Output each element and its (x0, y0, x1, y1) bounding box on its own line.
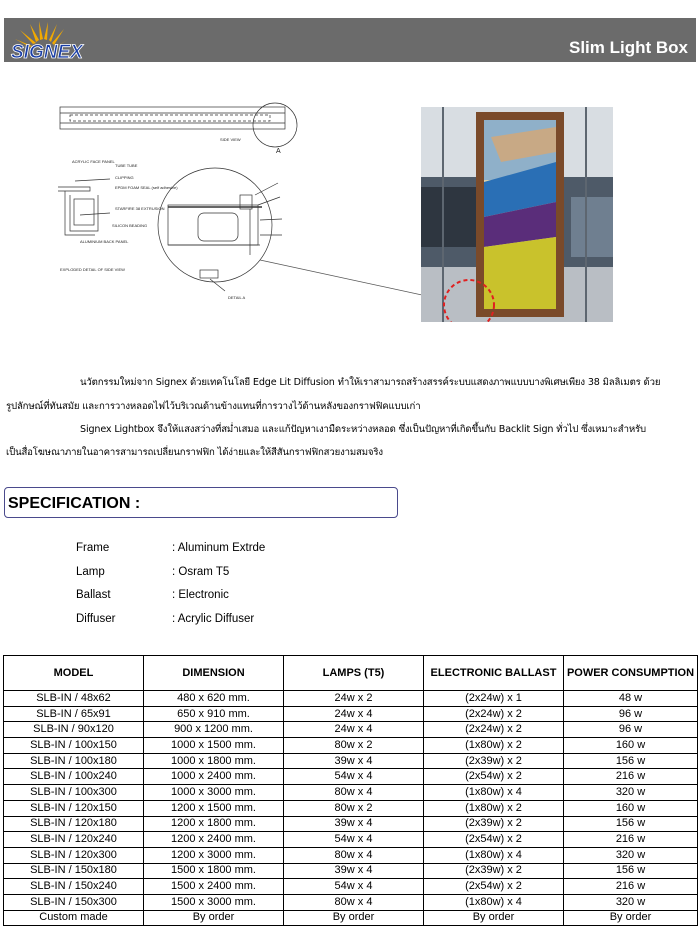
cell-lamps: 80w x 4 (284, 785, 424, 801)
cell-lamps: 80w x 4 (284, 894, 424, 910)
cell-dimension: 650 x 910 mm. (144, 706, 284, 722)
cell-model: SLB-IN / 100x180 (4, 753, 144, 769)
spec-label: Ballast (76, 589, 111, 601)
cell-dimension: 1000 x 1500 mm. (144, 738, 284, 754)
table-row (4, 738, 698, 754)
cell-model: SLB-IN / 150x300 (4, 894, 144, 910)
product-photo (421, 107, 613, 322)
diagram-label-silicon: SILICON BEADING (112, 223, 148, 228)
spec-value: : Acrylic Diffuser (172, 613, 255, 625)
spec-item-diffuser (76, 613, 255, 625)
table-row (4, 769, 698, 785)
intro-line-2: รูปลักษณ์ที่ทันสมัย และการวางหลอดไฟไว้บริเวณด้านข้างแทนที่การวางไว้ด้านหลังของกราฟฟิคแบบเก่า (6, 401, 421, 412)
cell-power: 160 w (564, 738, 698, 754)
diagram-label-tube: TUBE TUBE (115, 163, 138, 168)
cell-dimension: 1500 x 1800 mm. (144, 863, 284, 879)
cell-model: SLB-IN / 120x150 (4, 800, 144, 816)
column-header-dimension: DIMENSION (144, 656, 284, 691)
cell-lamps: By order (284, 910, 424, 926)
cell-lamps: 39w x 4 (284, 863, 424, 879)
cell-dimension: 1000 x 2400 mm. (144, 769, 284, 785)
cell-lamps: 80w x 4 (284, 847, 424, 863)
cell-ballast: (1x80w) x 4 (424, 785, 564, 801)
cell-power: 216 w (564, 879, 698, 895)
table-body (4, 691, 698, 926)
table-row (4, 785, 698, 801)
table-header-row (4, 656, 698, 691)
spec-label: Diffuser (76, 613, 116, 625)
diagram-label-exploded: EXPLODED DETAIL OF SIDE VIEW (60, 267, 125, 272)
cell-model: SLB-IN / 100x300 (4, 785, 144, 801)
cell-model: SLB-IN / 120x180 (4, 816, 144, 832)
cell-dimension: 1200 x 1800 mm. (144, 816, 284, 832)
cell-model: SLB-IN / 90x120 (4, 722, 144, 738)
table-row (4, 691, 698, 707)
cell-ballast: (2x54w) x 2 (424, 879, 564, 895)
cell-dimension: 1000 x 1800 mm. (144, 753, 284, 769)
cell-dimension: 480 x 620 mm. (144, 691, 284, 707)
cell-dimension: 1000 x 3000 mm. (144, 785, 284, 801)
table-row (4, 816, 698, 832)
column-header-model: MODEL (4, 656, 144, 691)
cell-dimension: 1200 x 2400 mm. (144, 832, 284, 848)
cell-model: SLB-IN / 100x240 (4, 769, 144, 785)
cell-ballast: (1x80w) x 4 (424, 894, 564, 910)
cell-model: SLB-IN / 120x300 (4, 847, 144, 863)
cell-ballast: (2x24w) x 2 (424, 722, 564, 738)
diagram-label-starfire: STARFIRE 38 EXTRUSION (115, 206, 165, 211)
cell-ballast: (2x54w) x 2 (424, 832, 564, 848)
cell-dimension: 1200 x 3000 mm. (144, 847, 284, 863)
diagram-label-clipping: CLIPPING (115, 175, 134, 180)
cell-ballast: (1x80w) x 2 (424, 800, 564, 816)
cell-power: 96 w (564, 706, 698, 722)
cell-power: 216 w (564, 769, 698, 785)
cell-lamps: 39w x 4 (284, 753, 424, 769)
intro-line-4: เป็นสื่อโฆษณาภายในอาคารสามารถเปลี่ยนกราฟฟิก ได้ง่ายและให้สีสันกราฟฟิกสวยงามสมจริง (6, 447, 383, 458)
diagram-label-detail: DETAIL A (228, 295, 246, 300)
cell-dimension: 1500 x 2400 mm. (144, 879, 284, 895)
signex-logo (6, 18, 98, 62)
table-row (4, 753, 698, 769)
column-header-ballast: ELECTRONIC BALLAST (424, 656, 564, 691)
technical-diagram (50, 95, 422, 325)
logo-text: SIGNEX (11, 42, 83, 62)
cell-dimension: 1500 x 3000 mm. (144, 894, 284, 910)
cell-model: SLB-IN / 48x62 (4, 691, 144, 707)
cell-ballast: (1x80w) x 2 (424, 738, 564, 754)
table-row (4, 863, 698, 879)
spec-item-ballast (76, 589, 229, 601)
page-header (4, 18, 696, 62)
cell-power: 48 w (564, 691, 698, 707)
cell-power: 320 w (564, 847, 698, 863)
cell-power: 320 w (564, 894, 698, 910)
cell-ballast: By order (424, 910, 564, 926)
cell-ballast: (2x24w) x 2 (424, 706, 564, 722)
table-row (4, 894, 698, 910)
cell-dimension: By order (144, 910, 284, 926)
table-row (4, 706, 698, 722)
spec-label: Frame (76, 542, 110, 554)
cell-lamps: 39w x 4 (284, 816, 424, 832)
diagram-label-aluminium: ALUMINIUM BACK PANEL (80, 239, 129, 244)
diagram-label-side-view: SIDE VIEW (220, 137, 241, 142)
cell-ballast: (2x24w) x 1 (424, 691, 564, 707)
cell-power: 156 w (564, 816, 698, 832)
specification-heading-box (4, 487, 398, 518)
cell-model: SLB-IN / 120x240 (4, 832, 144, 848)
diagram-label-callout: A (276, 148, 281, 155)
cell-model: SLB-IN / 150x180 (4, 863, 144, 879)
cell-lamps: 54w x 4 (284, 832, 424, 848)
cell-dimension: 1200 x 1500 mm. (144, 800, 284, 816)
cell-ballast: (2x39w) x 2 (424, 816, 564, 832)
diagram-label-acrylic: ACRYLIC FACE PANEL (72, 159, 115, 164)
table-row (4, 879, 698, 895)
cell-ballast: (1x80w) x 4 (424, 847, 564, 863)
cell-lamps: 24w x 4 (284, 706, 424, 722)
cell-power: 160 w (564, 800, 698, 816)
cell-ballast: (2x39w) x 2 (424, 753, 564, 769)
spec-item-frame (76, 542, 266, 554)
column-header-power: POWER CONSUMPTION (564, 656, 698, 691)
table-row (4, 722, 698, 738)
cell-ballast: (2x39w) x 2 (424, 863, 564, 879)
cell-power: 156 w (564, 863, 698, 879)
cell-power: 96 w (564, 722, 698, 738)
table-row (4, 800, 698, 816)
table-row (4, 832, 698, 848)
cell-power: By order (564, 910, 698, 926)
cell-model: SLB-IN / 100x150 (4, 738, 144, 754)
page-title: Slim Light Box (569, 38, 688, 57)
diagram-label-foam: EPDM FOAM SEAL (self adhesive) (115, 185, 178, 190)
cell-lamps: 80w x 2 (284, 800, 424, 816)
spec-value: : Electronic (172, 589, 229, 601)
cell-lamps: 24w x 4 (284, 722, 424, 738)
spec-value: : Osram T5 (172, 566, 230, 578)
cell-power: 156 w (564, 753, 698, 769)
cell-model: SLB-IN / 65x91 (4, 706, 144, 722)
cell-model: Custom made (4, 910, 144, 926)
cell-lamps: 54w x 4 (284, 879, 424, 895)
specification-heading: SPECIFICATION : (8, 495, 141, 512)
intro-line-3: Signex Lightbox จึงให้แสงสว่างที่สม่ำเสมอ และแก้ปัญหาเงามืดระหว่างหลอด ซึ่งเป็นปัญหาที่เกิดขึ้นกับ Backlit Sign ทั่วไป ซึ่งเหมาะสำหรับ (80, 424, 646, 435)
cell-lamps: 80w x 2 (284, 738, 424, 754)
table-row (4, 847, 698, 863)
intro-line-1: นวัตกรรมใหม่จาก Signex ด้วยเทคโนโลยี Edge Lit Diffusion ทำให้เราสามารถสร้างสรรค์ระบบแสดงภาพแบบบางพิเศษเพียง 38 มิลลิเมตร ด้วย (80, 377, 661, 388)
cell-ballast: (2x54w) x 2 (424, 769, 564, 785)
cell-lamps: 54w x 4 (284, 769, 424, 785)
cell-lamps: 24w x 2 (284, 691, 424, 707)
cell-model: SLB-IN / 150x240 (4, 879, 144, 895)
cell-power: 320 w (564, 785, 698, 801)
spec-value: : Aluminum Extrde (172, 542, 266, 554)
column-header-lamps: LAMPS (T5) (284, 656, 424, 691)
spec-item-lamp (76, 566, 230, 578)
table-row (4, 910, 698, 926)
cell-power: 216 w (564, 832, 698, 848)
model-table (3, 655, 698, 926)
spec-label: Lamp (76, 566, 105, 578)
cell-dimension: 900 x 1200 mm. (144, 722, 284, 738)
